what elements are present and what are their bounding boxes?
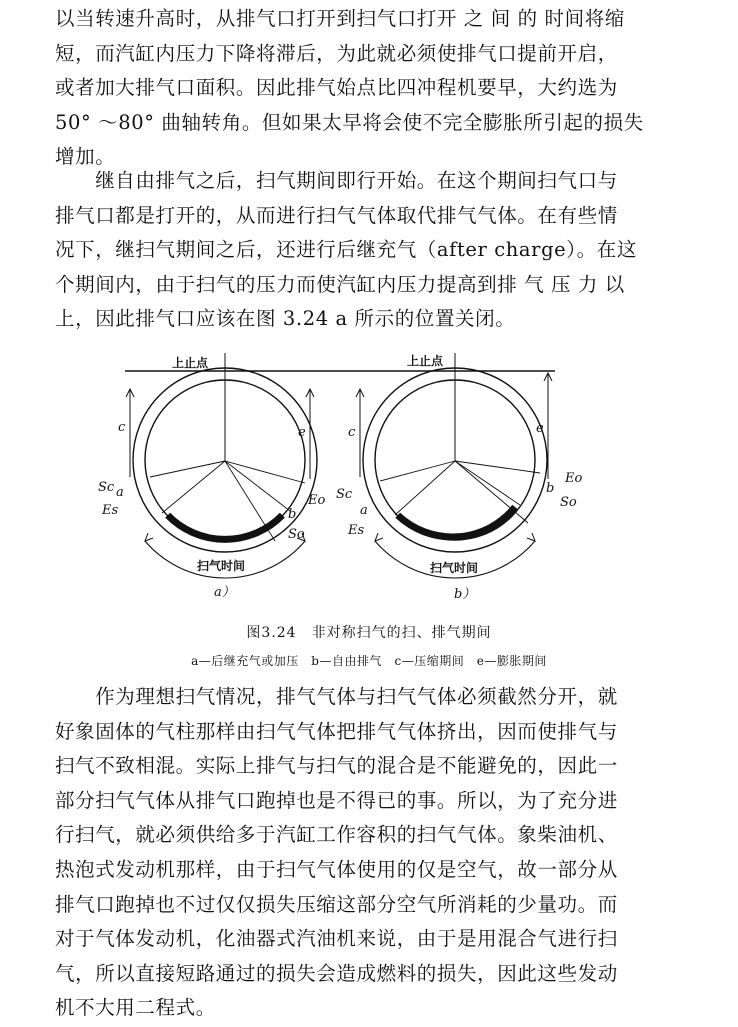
- paragraph-1: [55, 2, 685, 175]
- tag-eo-a: Eo: [308, 493, 326, 508]
- text-line: 气，所以直接短路通过的损失会造成燃料的损失，因此这些发动: [55, 961, 618, 985]
- text-line: 排气口都是打开的，从而进行扫气气体取代排气气体。在有些情: [55, 203, 618, 227]
- tdc-label-a: 上止点: [172, 356, 209, 370]
- diagram-a: [126, 353, 317, 578]
- figure-3-24: [98, 345, 630, 610]
- tdc-label-b: 上止点: [407, 354, 444, 368]
- text-line: 以当转速升高时，从排气口打开到扫气口打开 之 间 的 时间将缩: [55, 7, 625, 30]
- tag-sc-a: Sc: [98, 480, 115, 495]
- tag-c-a: c: [118, 420, 126, 435]
- port-timing-diagram: [110, 345, 630, 610]
- tag-so-b: So: [560, 495, 577, 510]
- tag-b-a: b: [288, 507, 297, 522]
- text-line: 排气口跑掉也不过仅仅损失压缩这部分空气所消耗的少量功。而: [55, 892, 618, 916]
- tag-es-a: Es: [102, 503, 119, 518]
- text-line: 好象固体的气柱那样由扫气气体把排气气体挤出，因而使排气与: [55, 719, 618, 743]
- text-line: 行扫气，就必须供给多于汽缸工作容积的扫气气体。象柴油机、: [55, 823, 618, 847]
- sub-label-a: a）: [214, 585, 235, 600]
- text-line: 作为理想扫气情况，排气气体与扫气气体必须截然分开，就: [55, 685, 618, 708]
- text-line: 热泡式发动机那样，由于扫气气体使用的仅是空气，故一部分从: [55, 857, 618, 881]
- text-line: 或者加大排气口面积。因此排气始点比四冲程机要早，大约选为: [55, 76, 618, 100]
- tag-a-a: a: [116, 485, 124, 500]
- period-label-a: 扫气时间: [197, 559, 246, 573]
- tag-b-b: b: [546, 481, 555, 496]
- sub-label-b: b）: [454, 587, 476, 602]
- text-line: 上，因此排气口应该在图 3.24 a 所示的位置关闭。: [55, 307, 516, 331]
- tag-so-a: So: [288, 527, 305, 542]
- text-line: 扫气不致相混。实际上排气与扫气的混合是不能避免的，因此一: [55, 754, 618, 778]
- figure-legend: a—后继充气或加压 b—自由排气 c—压缩期间 e—膨胀期间: [191, 654, 547, 668]
- tag-c-b: c: [348, 425, 356, 440]
- tag-a-b: a: [360, 503, 368, 518]
- tag-eo-b: Eo: [565, 471, 583, 486]
- tag-es-b: Es: [348, 523, 365, 538]
- paragraph-3: [55, 680, 685, 1026]
- paragraph-2: [55, 164, 685, 337]
- text-line: 继自由排气之后，扫气期间即行开始。在这个期间扫气口与: [55, 169, 618, 192]
- tag-e-a: e: [298, 425, 306, 440]
- text-line: 对于气体发动机，化油器式汽油机来说，由于是用混合气进行扫: [55, 927, 618, 951]
- tag-e-b: e: [536, 421, 544, 436]
- period-label-b: 扫气时间: [430, 561, 479, 575]
- scavenge-arc: [168, 515, 283, 539]
- text-line: 况下，继扫气期间之后，还进行后继充气（after charge）。在这: [55, 238, 637, 262]
- tag-sc-b: Sc: [336, 487, 353, 502]
- text-line: 增加。: [55, 145, 116, 169]
- text-line: 短，而汽缸内压力下降将滞后，为此就必须使排气口提前开启，: [55, 41, 618, 65]
- text-line: 部分扫气气体从排气口跑掉也是不得已的事。所以，为了充分进: [55, 788, 618, 812]
- text-line: 50° ～80° 曲轴转角。但如果太早将会使不完全膨胀所引起的损失: [55, 110, 644, 134]
- diagram-b: [356, 353, 555, 578]
- text-line: 机不大用二程式。: [55, 996, 216, 1020]
- scavenge-arc: [398, 507, 515, 537]
- figure-caption: 图3.24 非对称扫气的扫、排气期间: [246, 625, 492, 641]
- text-line: 个期间内，由于扫气的压力而使汽缸内压力提高到排 气 压 力 以: [55, 272, 625, 296]
